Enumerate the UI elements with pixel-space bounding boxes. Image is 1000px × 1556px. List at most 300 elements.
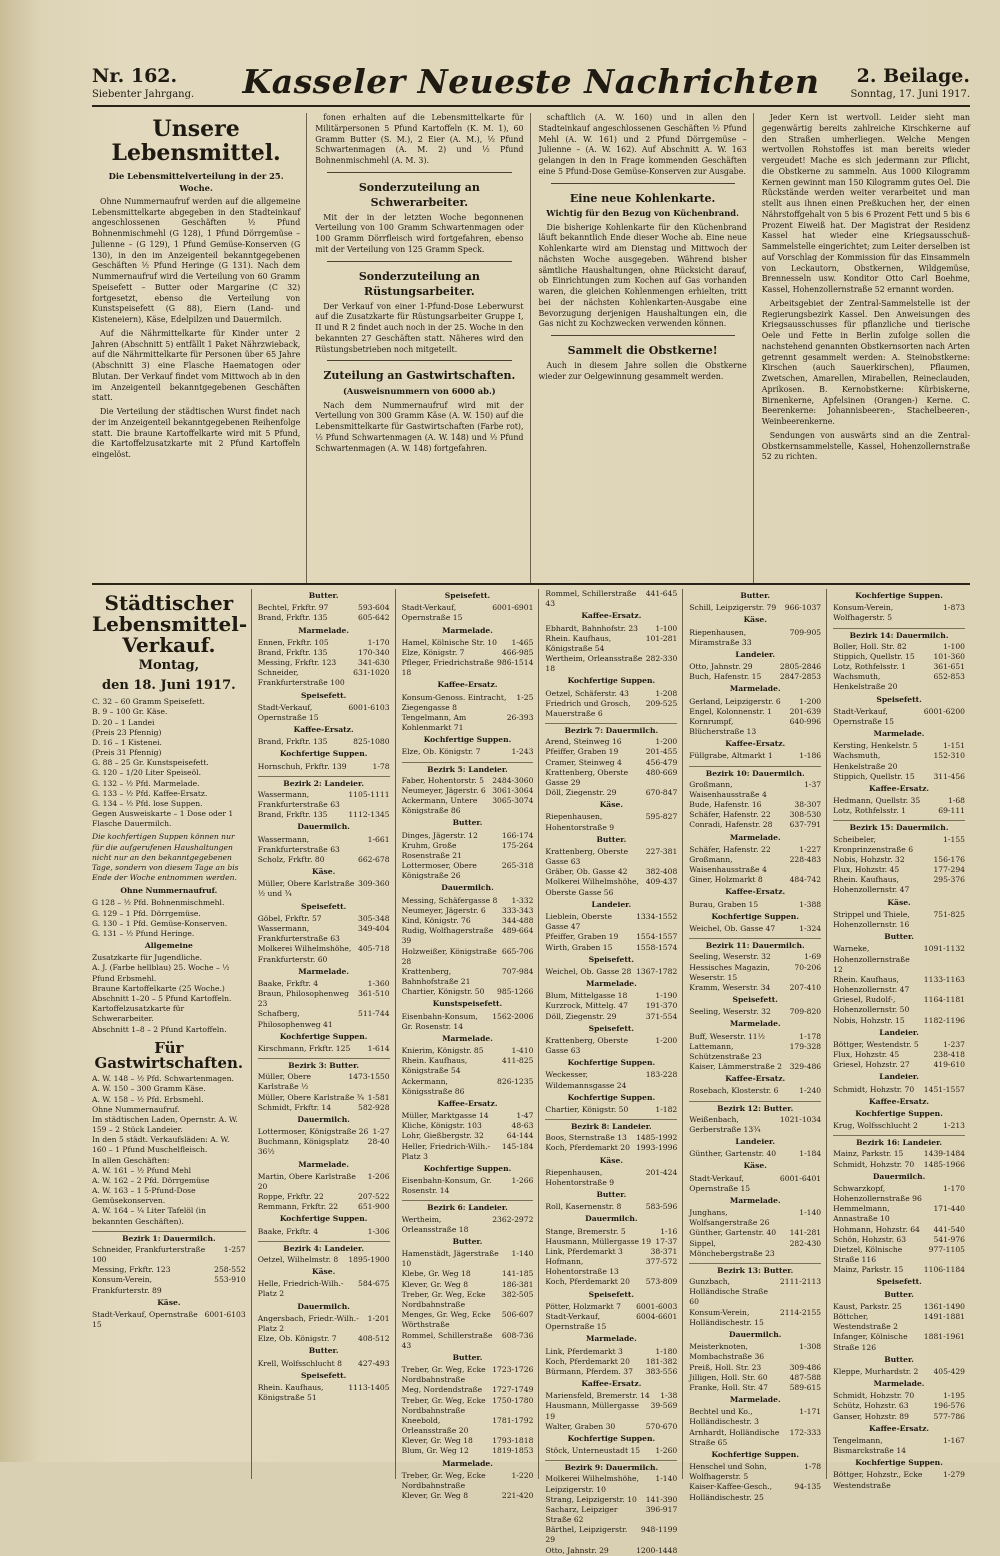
district-heading: Bezirk 1: Dauermilch. (92, 1231, 246, 1244)
list-item (402, 1290, 534, 1310)
category-heading: Marmelade. (873, 729, 925, 739)
number-range: 382-505 (501, 1289, 534, 1299)
shop-name: Döll, Ziegenstr. 29 (545, 1011, 617, 1021)
number-range: 405-429 (933, 1366, 965, 1376)
section-subheading: Wichtig für den Bezug von Küchenbrand. (546, 208, 739, 219)
number-range: 977-1105 (928, 1244, 965, 1254)
category-heading: Butter. (884, 1354, 914, 1364)
shop-name: Hamenstädt, Jägerstraße 10 (401, 1249, 499, 1269)
list-item (833, 1470, 965, 1490)
number-range: 181-382 (645, 1356, 678, 1366)
category-heading: Kaffee-Ersatz. (581, 611, 642, 621)
number-range: 383-556 (645, 1366, 678, 1376)
article-column-2 (315, 113, 530, 583)
shop-name: Wassermann, Frankfurterstraße 63 (257, 834, 340, 854)
shop-name: Warneke, Hohenzollernstraße 12 (833, 944, 910, 974)
shop-name: Molkerei Wilhelmshöhe, Oberste Gasse 56 (545, 877, 639, 897)
list-item (833, 1332, 965, 1352)
list-item (545, 1036, 677, 1056)
list-line: Braune Kartoffelkarte (25 Woche.) (92, 983, 225, 993)
list-item (833, 1160, 965, 1170)
shop-name: Blum, Mittelgasse 18 (545, 991, 628, 1001)
list-line: Abschnitt 1–8 – 2 Pfund Kartoffeln. (92, 1024, 227, 1034)
number-range: 361-510 (358, 989, 390, 999)
list-item (689, 780, 821, 800)
category-heading: Butter. (452, 1236, 483, 1246)
number-range: 141-185 (501, 1269, 534, 1279)
category-heading: Kaffee-Ersatz. (437, 1098, 498, 1108)
shop-name: Brand, Frkftr. 135 (257, 647, 328, 657)
list-item (689, 1428, 821, 1448)
list-item (402, 1446, 534, 1456)
list-item (833, 1265, 965, 1275)
list-item (402, 1012, 534, 1032)
category-heading: Marmelade. (729, 1019, 781, 1029)
shop-name: Lieblein, Oberste Gasse 47 (545, 911, 612, 932)
district-heading: Bezirk 4: Landeier. (258, 1241, 390, 1254)
list-item (258, 1072, 390, 1092)
category-heading: Kaffee-Ersatz. (437, 680, 498, 690)
list-item (545, 1312, 677, 1332)
number-range: 665-706 (501, 946, 534, 956)
number-range: 1-873 (943, 603, 965, 613)
list-item (689, 952, 821, 962)
list-line: Kartoffelzusatzkarte für Schwerarbeiter. (92, 1004, 185, 1024)
listing-column-2 (258, 589, 396, 1479)
category-heading: Speisefett. (588, 954, 635, 964)
list-item (545, 1505, 677, 1525)
list-item (258, 989, 390, 1009)
number-range: 309-486 (789, 1362, 822, 1372)
article-paragraph: Arbeitsgebiet der Zentral-Sammelstelle ist der Regierungsbezirk Kassel. Den Anweisungen des Kriegsausschusses für pflanzliche und tierische Oele und Fette in Berlin zufolge sollen die nachstehend genannten Obstkernsorten nach Arten getrennt gesammelt werden: A. Steinobstkerne: Kirschen (auch Sauerkirschen), Pflaumen, Zwetschen, Amarellen, Mirabellen, Reineclauden, Aprikosen. B. Kernobstkerne: Kürbiskerne, Birnenkerne, Apfelsinen (Orangen-) Kerne. C. Beerenkerne: Johannisbeeren-, Stachelbeeren-, Weinbeerenkerne. (761, 298, 970, 426)
number-range: 94-135 (794, 1482, 822, 1492)
list-item (402, 906, 534, 916)
category-heading: Speisefett. (300, 690, 347, 700)
list-item (402, 967, 534, 987)
shop-name: Weichel, Ob. Gasse 28 (545, 966, 632, 976)
list-item (833, 1085, 965, 1095)
section-heading: Sammelt die Obstkerne! (567, 344, 718, 358)
list-item (689, 1482, 821, 1502)
category-heading: Marmelade. (729, 832, 781, 842)
number-range: 985-1266 (497, 987, 534, 997)
number-range: 1021-1034 (779, 1114, 822, 1124)
number-range: 2111-2113 (779, 1277, 822, 1287)
number-range: 1727-1749 (492, 1385, 534, 1395)
shop-name: Böttcher, Westendstraße 2 (833, 1312, 898, 1332)
list-line: G 128 – ½ Pfd. Bohnenmischmehl. (92, 898, 225, 908)
shop-name: Kramm, Weserstr. 34 (689, 982, 771, 992)
number-range: 707-984 (501, 966, 534, 976)
number-range: 409-437 (645, 877, 678, 887)
number-range: 427-493 (358, 1358, 390, 1368)
shop-name: Eisenbahn-Konsum, Gr. Rosenstr. 14 (401, 1176, 492, 1196)
shop-name: Pötter, Holzmarkt 7 (545, 1301, 621, 1311)
number-range: 1-220 (511, 1470, 534, 1480)
shop-name: Hofmann, Hohentorstraße 13 (545, 1257, 619, 1277)
number-range: 6001-6103 (348, 702, 390, 712)
number-range: 1-279 (943, 1470, 965, 1480)
list-item (545, 1302, 677, 1312)
list-line: A. W. 148 – ½ Pfd. Schwartenmagen. (92, 1074, 234, 1084)
list-item (689, 820, 821, 830)
shop-name: Gunzbach, Holländische Straße 60 (689, 1277, 768, 1307)
district-heading: Bezirk 13: Butter. (689, 1263, 821, 1276)
number-range: 221-420 (501, 1491, 534, 1501)
number-range: 6001-6901 (492, 603, 534, 613)
list-line: Abschnitt 1–20 – 5 Pfund Kartoffeln. (92, 994, 232, 1003)
list-item (833, 1312, 965, 1332)
list-item (545, 991, 677, 1001)
shop-name: Kurzrock, Mittelg. 47 (545, 1001, 628, 1011)
number-range: 179-328 (789, 1041, 822, 1051)
shop-name: Seeling, Weserstr. 32 (689, 1007, 771, 1017)
list-item (545, 1474, 677, 1494)
list-item (545, 1422, 677, 1432)
number-range: 1-195 (943, 1391, 965, 1401)
list-item (402, 1131, 534, 1141)
list-item (258, 914, 390, 924)
number-range: 1334-1552 (636, 911, 678, 921)
shop-name: Ackermann, Untere Königstraße 86 (401, 796, 478, 816)
list-item (545, 1446, 677, 1456)
article-paragraph: Jeder Kern ist wertvoll. Leider sieht man gegenwärtig bereits zahlreiche Kirschkerne auf den Straßen umherliegen. Welche Mengen wertvollen Rohstoffes ist man bereits wieder vergeudet! Mache es sich jedermann zur Pflicht, die Obstkerne zu sammeln. Aus 1000 Kilogramm Kernen gewinnt man 150 Kilogramm gutes Oel. Die Rückstände werden weiter verarbeitet und man stellt aus ihnen einen Preßkuchen her, der einen Nährstoffgehalt von 5 bis 6 Prozent Fett und 5 bis 6 Prozent Eiweiß hat. Der Magistrat der Residenz Kassel hat wieder eine Kriegsausschuß-Sammelstelle eingerichtet; zum Leiter derselben ist auf Vorschlag der Kommission für das Einsammeln von Leckautorn, Obstkernen, Wildgemüse, Brennesseln usw. Konditor Otto Carl Boehme, Kassel, Hohenzollernstraße 52 ernannt worden. (761, 113, 970, 294)
number-range: 487-588 (789, 1372, 822, 1382)
list-item (545, 654, 677, 674)
list-item (545, 912, 677, 932)
list-item (545, 1227, 677, 1237)
list-item (833, 1367, 965, 1377)
number-range: 166-174 (501, 830, 534, 840)
list-item (833, 662, 965, 672)
list-line: G. 129 – 1 Pfd. Dörrgemüse. (92, 908, 201, 918)
shop-name: Günther, Gartenstr. 40 (689, 1228, 777, 1238)
list-item (545, 1168, 677, 1188)
number-range: 238-418 (933, 1050, 965, 1060)
shop-name: Treber, Gr. Weg, Ecke Nordbahnstraße (401, 1289, 486, 1309)
list-item (689, 924, 821, 934)
list-item (833, 707, 965, 727)
category-heading: Kochfertige Suppen. (279, 749, 368, 759)
shop-name: Schmidt, Hohzstr. 70 (833, 1084, 915, 1094)
list-item (545, 1237, 677, 1247)
list-item (689, 717, 821, 737)
number-range: 986-1514 (497, 658, 534, 668)
number-range: 17-37 (655, 1236, 678, 1246)
number-range: 595-827 (645, 812, 678, 822)
shop-name: Giner, Holzmarkt 8 (689, 875, 763, 885)
category-heading: Marmelade. (729, 1395, 781, 1405)
shop-name: Kirschmann, Frkftr. 125 (257, 1043, 351, 1053)
listing-column-3 (401, 589, 540, 1501)
shop-name: Preiß, Holl. Str. 23 (689, 1362, 762, 1372)
list-item (258, 1383, 390, 1403)
shop-name: Weichel, Ob. Gasse 47 (689, 923, 776, 933)
issue-date: Sonntag, 17. Juni 1917. (850, 88, 970, 100)
number-range: 1-227 (799, 844, 822, 854)
shop-name: Boos, Sternstraße 13 (545, 1133, 627, 1143)
number-range: 583-596 (645, 1202, 678, 1212)
list-item (258, 1127, 390, 1137)
list-item (258, 1227, 390, 1237)
sale-column (92, 589, 252, 1479)
number-range: 1-324 (799, 923, 822, 933)
article-paragraph: Mit der in der letzten Woche begonnenen Verteilung von 100 Gramm Schwartenmagen oder 100 Gramm Dörrfleisch wird fortgefahren, ebenso mit der Verteilung von 125 Gramm Speck. (315, 212, 524, 254)
category-heading: Kaffee-Ersatz. (725, 739, 786, 749)
article-paragraph: Nach dem Nummernaufruf wird mit der Verteilung von 300 Gramm Käse (A. W. 150) auf die Lebensmittelkarte für Gastwirtschaften (Farbe rot), ½ Pfund Schwartenmagen (A. W. 148) und ½ Pfund Schwartenmagen (A. W. 148) fortgefahren. (315, 400, 524, 453)
number-range: 6001-6401 (779, 1173, 822, 1183)
shop-name: Scholz, Frkftr. 80 (257, 854, 325, 864)
list-item (545, 1143, 677, 1153)
number-range: 228-483 (789, 854, 822, 864)
list-item (402, 1142, 534, 1162)
shop-name: Klebe, Gr. Weg 18 (401, 1269, 471, 1279)
number-range: 1-100 (655, 623, 678, 633)
listing-section (92, 589, 970, 1555)
number-range: 69-111 (938, 806, 965, 816)
category-heading: Butter. (884, 932, 914, 942)
list-item (258, 603, 390, 613)
list-item (402, 1077, 534, 1097)
category-heading: Kochfertige Suppen. (279, 1214, 368, 1224)
number-range: 751-825 (933, 909, 965, 919)
district-heading: Bezirk 15: Dauermilch. (833, 820, 965, 833)
shop-name: Schmidt, Frkftr. 14 (257, 1102, 332, 1112)
list-item (402, 916, 534, 926)
number-range: 38-307 (794, 800, 822, 810)
list-item (402, 1471, 534, 1491)
category-heading: Dauermilch. (872, 1171, 926, 1181)
list-item (402, 987, 534, 997)
number-range: 1-206 (367, 1171, 390, 1181)
shop-name: Chartier, Königstr. 50 (401, 987, 485, 997)
list-item (689, 1208, 821, 1228)
shop-name: Oetzel, Wilhelmstr. 8 (257, 1254, 339, 1264)
number-range: 605-642 (358, 613, 390, 623)
number-range: 1-37 (804, 779, 822, 789)
list-item (689, 875, 821, 885)
list-item (689, 707, 821, 717)
list-line: B. 9 – 100 Gr. Käse. (92, 707, 168, 717)
shop-name: Ennen, Frkftr. 105 (257, 637, 329, 647)
shop-name: Klever, Gr. Weg 18 (401, 1436, 473, 1446)
shop-name: Buchmann, Königsplatz 36½ (257, 1137, 349, 1157)
list-item (833, 1121, 965, 1131)
section-divider (327, 261, 511, 262)
district-heading: Bezirk 14: Dauermilch. (833, 628, 965, 641)
list-item (92, 1245, 246, 1265)
shop-name: Henschel und Sohn, Wolfhagerstr. 5 (689, 1462, 767, 1482)
list-item (833, 1391, 965, 1401)
number-range: 258-552 (214, 1265, 246, 1275)
number-range: 6004-6601 (636, 1312, 678, 1321)
number-range: 652-853 (933, 672, 965, 682)
number-range: 1-661 (367, 834, 390, 844)
list-item (402, 1385, 534, 1395)
category-heading: Speisefett. (300, 901, 347, 911)
category-heading: Butter. (308, 591, 339, 600)
list-item (689, 1086, 821, 1096)
list-item (689, 1277, 821, 1308)
shop-name: Nobis, Hohzstr. 32 (833, 854, 905, 864)
shop-name: Lotz, Rothfelsstr. 1 (833, 662, 906, 672)
shop-name: Roll, Kasernenstr. 8 (545, 1202, 622, 1212)
list-item (545, 812, 677, 832)
list-item (689, 1308, 821, 1328)
article-paragraph: schaftlich (A. W. 160) und in allen den Stadteinkauf angeschlossenen Geschäften ½ Pfund Mehl (A. W. 161) und 2 Pfund Dörrgemüse – Julienne – (A. W. 162). Auf Abschnitt A. W. 163 gelangen in den in Frage kommenden Geschäften eine 5 Pfund-Dose Gemüse-Konserven zur Ausgabe. (538, 113, 747, 176)
shop-name: Konsum-Verein, Wolfhagerstr. 5 (833, 603, 894, 623)
list-item (833, 652, 965, 662)
shop-name: Rhein. Kaufhaus, Königstraße 54 (545, 633, 612, 653)
list-item (689, 1007, 821, 1017)
category-heading: Speisefett. (444, 591, 491, 600)
number-range: 419-610 (933, 1060, 965, 1070)
shop-name: Kersting, Henkelstr. 5 (833, 741, 918, 751)
list-item (545, 1001, 677, 1011)
category-heading: Dauermilch. (297, 822, 350, 832)
number-range: 1451-1557 (923, 1084, 965, 1094)
list-item (545, 943, 677, 953)
shop-name: Weckesser, Wildemannsgasse 24 (545, 1070, 627, 1090)
list-item (689, 603, 821, 613)
shop-name: Faber, Hohentorstr. 5 (401, 775, 484, 785)
shop-name: Lottermoser, Obere Königstraße 26 (401, 861, 477, 881)
category-heading: Speisefett. (876, 1277, 922, 1287)
number-range: 171-440 (933, 1204, 965, 1214)
category-heading: Käse. (599, 800, 623, 810)
shop-name: Brand, Frkftr. 135 (257, 810, 328, 820)
shop-name: Wertheim, Orleansstraße 18 (401, 1214, 469, 1234)
shop-name: Stippich, Quellstr. 15 (833, 771, 915, 781)
number-range: 1750-1780 (492, 1395, 534, 1405)
shop-name: Sacharz, Leipziger Straße 62 (545, 1504, 618, 1525)
number-range: 329-486 (789, 1062, 822, 1072)
list-item (545, 1546, 677, 1556)
category-heading: Marmelade. (442, 625, 493, 635)
shop-name: Koch, Pferdemarkt 20 (545, 1277, 630, 1287)
number-range: 1-182 (655, 1104, 678, 1114)
shop-name: Klever, Gr. Weg 8 (401, 1491, 469, 1501)
shop-name: Schäfer, Hafenstr. 22 (689, 844, 771, 854)
shop-name: Chartier, Königstr. 50 (545, 1104, 629, 1114)
shop-name: Füllgrabe, Altmarkt 1 (689, 751, 773, 761)
category-heading: Kaffee-Ersatz. (725, 887, 786, 897)
number-range: 1-167 (943, 1435, 965, 1445)
list-item (402, 1215, 534, 1235)
number-range: 6001-6200 (923, 706, 965, 716)
number-range: 38-371 (650, 1246, 678, 1256)
number-range: 484-742 (789, 875, 822, 885)
list-item (545, 1495, 677, 1505)
number-range: 1091-1132 (923, 944, 965, 954)
number-range: 1-140 (511, 1249, 534, 1259)
list-item (402, 638, 534, 648)
shop-name: Stadt-Verkauf, Opernstraße 15 (689, 1173, 751, 1193)
category-heading: Speisefett. (732, 995, 778, 1005)
shop-name: Stadt-Verkauf, Opernstraße 15 (401, 603, 463, 623)
article-paragraph: Auf die Nährmittelkarte für Kinder unter 2 Jahren (Abschnitt 5) entfällt 1 Paket Nährzwieback, auf die Nährmittelkarte für Personen über 65 Jahre (Abschnitt 3) eine Flasche Haematogen oder Blutan. Der Verkauf findet vom Mittwoch ab in den im Anzeigenteil bekanntgegebenen Geschäften statt. (92, 328, 301, 403)
shop-name: Riepenhausen, Miramstraße 33 (689, 627, 752, 647)
number-range: 1-200 (655, 737, 678, 747)
shop-name: Gerland, Leipzigerstr. 6 (689, 696, 781, 706)
list-item (689, 1363, 821, 1373)
list-item (402, 786, 534, 796)
list-item (402, 1331, 534, 1351)
list-line: Im städtischen Laden, Opernstr. A. W. 159 – 2 Stück Landeier. (92, 1114, 238, 1135)
list-line: A. W. 163 – 1 5-Pfund-Dose Gemüsekonserven. (92, 1186, 196, 1206)
number-range: 553-910 (214, 1275, 246, 1285)
shop-name: Kaiser, Lämmerstraße 2 (689, 1062, 782, 1072)
shop-name: Böttger, Hohzstr., Ecke Westendstraße (833, 1470, 923, 1490)
shop-name: Baake, Frkftr. 4 (257, 978, 319, 988)
list-item (545, 689, 677, 699)
shop-name: Stippich, Quellstr. 15 (833, 651, 915, 661)
list-item (545, 877, 677, 897)
listing-column-5 (689, 589, 827, 1502)
list-item (545, 589, 677, 609)
number-range: 670-847 (645, 788, 678, 798)
list-item (545, 699, 677, 719)
category-heading: Dauermilch. (441, 883, 494, 893)
number-range: 1361-1490 (923, 1301, 965, 1311)
category-heading: Kaffee-Ersatz. (293, 725, 354, 735)
list-line: Ohne Nummernaufruf. (92, 1104, 180, 1114)
list-item (258, 1044, 390, 1054)
list-item (833, 975, 965, 995)
number-range: 183-228 (645, 1070, 678, 1080)
number-range: 1-180 (655, 1346, 678, 1356)
shop-name: Tengelmann, Bismarckstraße 14 (833, 1435, 907, 1456)
number-range: 305-348 (358, 913, 390, 923)
shop-name: Günther, Gartenstr. 40 (689, 1149, 777, 1159)
shop-name: Conradi, Hafenstr. 28 (689, 820, 773, 830)
number-range: 377-572 (645, 1257, 678, 1267)
list-item (833, 1149, 965, 1159)
number-range: 201-424 (645, 1167, 678, 1177)
list-item (402, 1280, 534, 1290)
number-range: 1133-1163 (923, 974, 965, 984)
section-heading: Sonderzuteilung an Schwerarbeiter. (358, 180, 480, 209)
number-range: 570-670 (645, 1421, 678, 1431)
list-line: G. 134 – ½ Pfd. lose Suppen. (92, 798, 203, 808)
number-range: 1993-1996 (636, 1143, 678, 1153)
shop-name: Lottermoser, Königstraße 26 (257, 1127, 369, 1137)
shop-name: Koch, Pferdemarkt 20 (545, 1356, 630, 1366)
list-item (689, 1462, 821, 1482)
list-item (833, 1302, 965, 1312)
shop-name: Müller, Marktgasse 14 (401, 1111, 489, 1121)
shop-name: Pfeiffer, Graben 19 (545, 747, 619, 757)
number-range: 382-408 (645, 867, 678, 877)
district-heading: Bezirk 16: Landeier. (833, 1135, 965, 1148)
shop-name: Nobis, Hohzstr. 15 (833, 1015, 905, 1025)
list-item (402, 1176, 534, 1196)
list-item (833, 865, 965, 875)
number-range: 170-340 (358, 647, 390, 657)
list-item (258, 668, 390, 688)
number-range: 582-928 (358, 1102, 390, 1112)
district-heading: Bezirk 2: Landeier. (258, 776, 390, 789)
shop-name: Infanger, Kölnische Straße 126 (833, 1332, 908, 1352)
shop-name: Wachsmuth, Henkelstraße 20 (833, 672, 898, 692)
number-range: 1-360 (367, 978, 390, 988)
shop-name: Burau, Graben 15 (689, 899, 759, 909)
number-range: 2114-2155 (779, 1307, 822, 1317)
number-range: 141-281 (789, 1228, 822, 1238)
number-range: 1112-1345 (348, 810, 390, 820)
shop-name: Lohr, Gießbergstr. 32 (401, 1131, 484, 1141)
number-range: 1-237 (943, 1039, 965, 1049)
